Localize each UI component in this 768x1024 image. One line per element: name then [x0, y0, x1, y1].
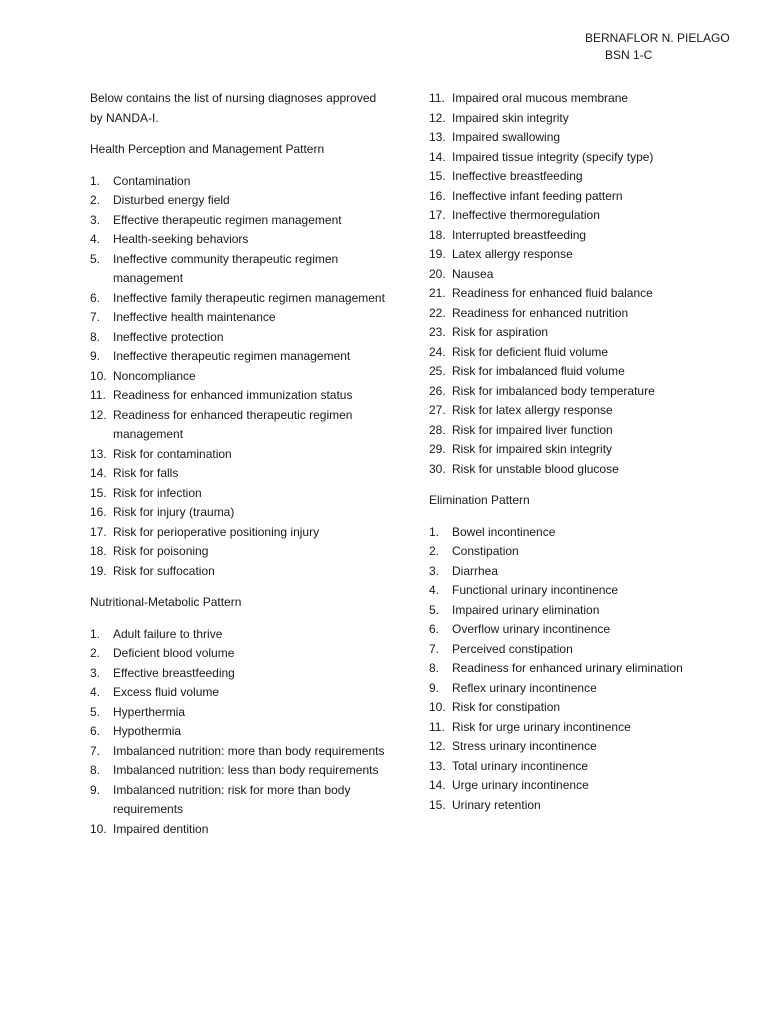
list-item — [90, 703, 390, 723]
list-item — [429, 343, 749, 363]
list-item-number: 9. — [90, 349, 101, 363]
list-item-number: 8. — [90, 329, 101, 344]
left-column — [90, 89, 390, 839]
list-item-number: 15. — [429, 797, 446, 812]
list-item-number: 6. — [90, 724, 101, 738]
list-item-number: 29. — [429, 442, 446, 456]
list-item-text: Hypothermia — [113, 724, 182, 738]
list-item-number: 2. — [90, 646, 101, 660]
list-item-text: Risk for contamination — [113, 446, 232, 461]
list-item-number: 28. — [429, 422, 446, 437]
list-item-text: Excess fluid volume — [113, 685, 220, 699]
list-item — [90, 761, 390, 781]
list-item-number: 13. — [90, 446, 107, 461]
list-item-text: Readiness for enhanced fluid balance — [452, 286, 653, 300]
list-item-text: Impaired tissue integrity (specify type) — [452, 149, 654, 164]
list-item-text: Functional urinary incontinence — [452, 583, 619, 597]
list-item-number: 11. — [429, 719, 445, 734]
list-item-number: 16. — [429, 188, 446, 203]
list-item — [429, 284, 749, 304]
list-item-text: Imbalanced nutrition: less than body requirements — [113, 763, 379, 777]
list-item — [90, 211, 390, 231]
author-header — [585, 30, 755, 64]
list-item-number: 17. — [429, 208, 446, 222]
list-item-number: 2. — [90, 193, 101, 207]
list-item-text: Reflex urinary incontinence — [452, 680, 597, 695]
list-item-text: Stress urinary incontinence — [452, 739, 597, 753]
list-item-text: Effective breastfeeding — [113, 665, 235, 680]
list-item-number: 3. — [90, 212, 101, 227]
list-item-number: 8. — [429, 661, 440, 675]
list-item — [429, 581, 749, 601]
list-item — [429, 167, 749, 187]
list-item — [90, 347, 390, 367]
list-item — [429, 718, 749, 738]
list-item-number: 10. — [429, 700, 446, 714]
list-item — [429, 679, 749, 699]
list-item-number: 4. — [90, 685, 101, 699]
list-item-text: Ineffective infant feeding pattern — [452, 188, 623, 203]
list-item — [90, 230, 390, 250]
list-item-text: Disturbed energy field — [113, 193, 230, 207]
list-item-number: 12. — [90, 407, 107, 422]
list-item-number: 12. — [429, 110, 446, 125]
list-item — [90, 625, 390, 645]
list-item — [90, 406, 390, 445]
list-item-text: Readiness for enhanced immunization status — [113, 388, 353, 402]
list-item-text: Constipation — [452, 544, 519, 558]
list-item-text: Risk for urge urinary incontinence — [452, 719, 631, 734]
list-item-text: Urinary retention — [452, 797, 541, 812]
list-item-text: Risk for latex allergy response — [452, 403, 613, 417]
list-item-text: Health-seeking behaviors — [113, 232, 249, 246]
list-item — [429, 304, 749, 324]
list-item — [429, 323, 749, 343]
list-item-text: Contamination — [113, 173, 191, 188]
list-item — [429, 698, 749, 718]
list-item-number: 7. — [90, 743, 101, 758]
list-item-text: Effective therapeutic regimen management — [113, 212, 342, 227]
list-item-text: Risk for falls — [113, 466, 179, 480]
list-item-number: 9. — [90, 782, 101, 797]
list-item-number: 23. — [429, 325, 446, 339]
list-item-text: Diarrhea — [452, 563, 499, 578]
list-item-number: 30. — [429, 461, 446, 476]
list-item-number: 4. — [90, 232, 101, 246]
list-item — [90, 683, 390, 703]
list-item — [90, 722, 390, 742]
list-item — [429, 206, 749, 226]
list-item — [429, 362, 749, 382]
list-item-text: Total urinary incontinence — [452, 758, 589, 773]
list-item-number: 16. — [90, 505, 107, 519]
list-item-text: Ineffective community therapeutic regimen management — [113, 251, 339, 285]
elimination-list — [429, 523, 749, 816]
list-item — [429, 659, 749, 679]
list-item — [429, 796, 749, 816]
list-item-text: Ineffective breastfeeding — [452, 169, 583, 183]
list-item — [90, 820, 390, 840]
list-item — [90, 191, 390, 211]
list-item-text: Imbalanced nutrition: more than body requirements — [113, 743, 385, 758]
health-list — [90, 172, 390, 582]
list-item-text: Adult failure to thrive — [113, 626, 223, 641]
list-item — [429, 401, 749, 421]
list-item-text: Ineffective family therapeutic regimen management — [113, 290, 385, 305]
list-item — [429, 148, 749, 168]
list-item-text: Urge urinary incontinence — [452, 778, 589, 792]
section-heading-nutrition: Nutritional-Metabolic Pattern — [90, 595, 242, 609]
author-name: BERNAFLOR N. PIELAGO — [585, 31, 730, 45]
list-item-text: Readiness for enhanced nutrition — [452, 305, 629, 320]
list-item-number: 13. — [429, 758, 446, 773]
list-item-text: Impaired dentition — [113, 821, 209, 836]
list-item-number: 10. — [90, 821, 107, 836]
list-item-text: Latex allergy response — [452, 247, 573, 261]
list-item — [90, 289, 390, 309]
list-item — [90, 542, 390, 562]
list-item-text: Deficient blood volume — [113, 646, 235, 660]
list-item-text: Interrupted breastfeeding — [452, 227, 587, 242]
list-item — [90, 503, 390, 523]
list-item-number: 25. — [429, 364, 446, 378]
list-item-text: Nausea — [452, 266, 494, 281]
list-item-text: Risk for unstable blood glucose — [452, 461, 619, 476]
list-item-text: Bowel incontinence — [452, 524, 556, 539]
list-item-text: Risk for aspiration — [452, 325, 549, 339]
list-item-number: 1. — [429, 524, 440, 539]
list-item-number: 14. — [429, 149, 446, 164]
section-heading-elimination: Elimination Pattern — [429, 493, 530, 507]
list-item-number: 6. — [90, 290, 101, 305]
list-item — [429, 542, 749, 562]
list-item-text: Risk for suffocation — [113, 563, 215, 578]
list-item — [90, 562, 390, 582]
list-item-number: 22. — [429, 305, 446, 320]
list-item — [429, 562, 749, 582]
list-item-text: Readiness for enhanced therapeutic regimen management — [113, 407, 353, 441]
list-item-text: Risk for poisoning — [113, 544, 209, 558]
list-item-number: 7. — [429, 641, 440, 656]
list-item — [429, 460, 749, 480]
list-item-text: Impaired swallowing — [452, 130, 561, 144]
list-item-text: Ineffective therapeutic regimen management — [113, 349, 351, 363]
list-item-number: 17. — [90, 524, 107, 539]
list-item-text: Risk for constipation — [452, 700, 561, 714]
list-item-number: 5. — [429, 602, 440, 617]
list-item — [429, 226, 749, 246]
list-item — [429, 382, 749, 402]
list-item-text: Risk for impaired liver function — [452, 422, 613, 437]
list-item-text: Ineffective protection — [113, 329, 224, 344]
list-item-text: Ineffective health maintenance — [113, 310, 276, 324]
list-item — [90, 445, 390, 465]
list-item-number: 19. — [429, 247, 446, 261]
list-item-number: 11. — [90, 388, 106, 402]
list-item-text: Impaired urinary elimination — [452, 602, 600, 617]
list-item-number: 26. — [429, 383, 446, 398]
list-item-number: 5. — [90, 704, 101, 719]
list-item — [429, 523, 749, 543]
list-item-number: 11. — [429, 91, 445, 105]
list-item — [90, 464, 390, 484]
list-item — [90, 308, 390, 328]
list-item-number: 18. — [429, 227, 446, 242]
list-item-text: Risk for injury (trauma) — [113, 505, 235, 519]
intro-paragraph: Below contains the list of nursing diagnoses approved by NANDA-I. — [90, 91, 377, 125]
list-item-number: 21. — [429, 286, 446, 300]
list-item-text: Overflow urinary incontinence — [452, 622, 611, 636]
list-item-number: 2. — [429, 544, 440, 558]
list-item-number: 9. — [429, 680, 440, 695]
right-column — [429, 89, 749, 815]
list-item-text: Risk for infection — [113, 485, 202, 500]
list-item — [90, 742, 390, 762]
list-item-text: Ineffective thermoregulation — [452, 208, 600, 222]
list-item-text: Imbalanced nutrition: risk for more than body requirements — [113, 782, 351, 816]
list-item — [429, 640, 749, 660]
list-item-text: Risk for perioperative positioning injury — [113, 524, 320, 539]
list-item — [429, 89, 749, 109]
author-class: BSN 1-C — [605, 48, 653, 62]
list-item-number: 15. — [90, 485, 107, 500]
list-item-text: Hyperthermia — [113, 704, 186, 719]
list-item-text: Risk for deficient fluid volume — [452, 344, 609, 359]
list-item-number: 3. — [90, 665, 101, 680]
list-item-text: Impaired oral mucous membrane — [452, 91, 629, 105]
list-item — [90, 523, 390, 543]
list-item-number: 14. — [429, 778, 446, 792]
list-item-number: 12. — [429, 739, 446, 753]
list-item-number: 5. — [90, 251, 101, 266]
list-item-text: Risk for imbalanced body temperature — [452, 383, 655, 398]
list-item-number: 10. — [90, 368, 107, 383]
list-item-text: Readiness for enhanced urinary elimination — [452, 661, 683, 675]
list-item — [429, 601, 749, 621]
list-item — [90, 172, 390, 192]
list-item-number: 1. — [90, 626, 101, 641]
list-item — [90, 664, 390, 684]
list-item-number: 14. — [90, 466, 107, 480]
list-item — [429, 187, 749, 207]
list-item-number: 7. — [90, 310, 101, 324]
list-item — [429, 421, 749, 441]
list-item-text: Perceived constipation — [452, 641, 573, 656]
list-item-number: 20. — [429, 266, 446, 281]
list-item-text: Impaired skin integrity — [452, 110, 569, 125]
list-item — [429, 109, 749, 129]
list-item-number: 13. — [429, 130, 446, 144]
list-item — [429, 737, 749, 757]
section-heading-health: Health Perception and Management Pattern — [90, 142, 325, 156]
list-item-number: 4. — [429, 583, 440, 597]
list-item — [90, 386, 390, 406]
list-item-text: Risk for impaired skin integrity — [452, 442, 613, 456]
nutrition-list-right — [429, 89, 749, 479]
list-item-number: 8. — [90, 763, 101, 777]
list-item — [429, 620, 749, 640]
list-item — [429, 128, 749, 148]
list-item — [90, 367, 390, 387]
list-item — [90, 644, 390, 664]
list-item — [429, 776, 749, 796]
list-item — [90, 484, 390, 504]
list-item — [429, 245, 749, 265]
list-item-number: 24. — [429, 344, 446, 359]
list-item — [90, 250, 390, 289]
list-item — [90, 781, 390, 820]
list-item-number: 27. — [429, 403, 446, 417]
list-item-number: 1. — [90, 173, 101, 188]
list-item-number: 15. — [429, 169, 446, 183]
list-item-number: 3. — [429, 563, 440, 578]
list-item-number: 19. — [90, 563, 107, 578]
list-item — [429, 440, 749, 460]
nutrition-list-left — [90, 625, 390, 840]
list-item-text: Noncompliance — [113, 368, 196, 383]
list-item — [429, 757, 749, 777]
list-item-text: Risk for imbalanced fluid volume — [452, 364, 625, 378]
list-item-number: 6. — [429, 622, 440, 636]
list-item — [429, 265, 749, 285]
list-item — [90, 328, 390, 348]
list-item-number: 18. — [90, 544, 107, 558]
